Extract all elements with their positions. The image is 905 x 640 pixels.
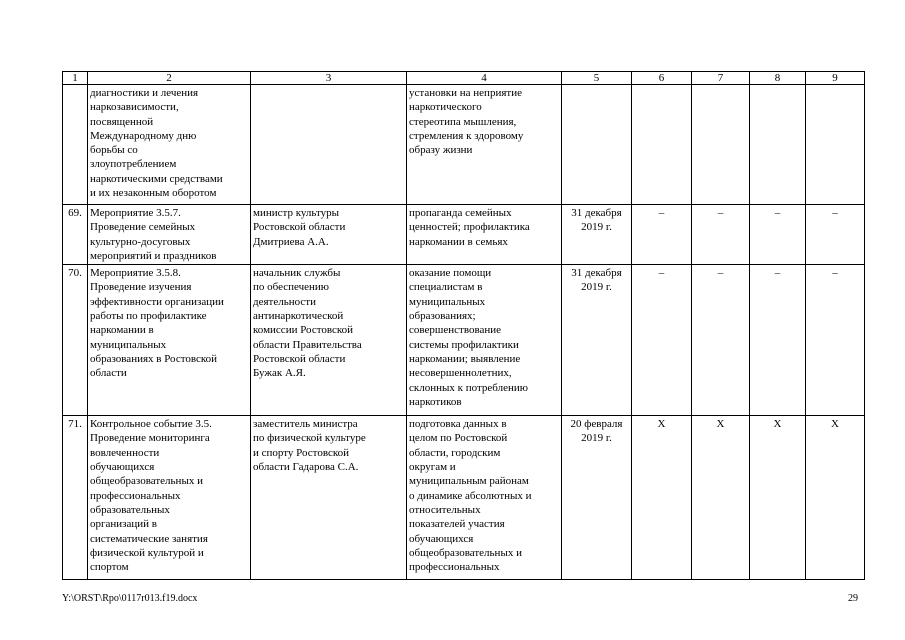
cell-line: несовершеннолетних, (409, 367, 512, 380)
cell-line: стереотипа мышления, (409, 115, 517, 128)
cell-line: вовлеченности (90, 446, 160, 459)
cell-line: посвященной (90, 115, 154, 128)
cell-line: области, городским (409, 446, 501, 459)
cell-line: обучающихся (409, 532, 474, 545)
header-cell: 2 (88, 72, 251, 85)
table-row (63, 205, 865, 265)
cell-line: наркозависимости, (90, 101, 179, 114)
cell-line: злоупотреблением (90, 158, 177, 171)
cell-line: муниципальным районам (409, 475, 529, 488)
responsible-cell (251, 85, 407, 205)
cell-line: Дмитриева А.А. (253, 235, 329, 248)
indicator-cell-7: – (692, 205, 750, 265)
cell-line: деятельности (253, 295, 316, 308)
header-cell: 7 (692, 72, 750, 85)
cell-line: пропаганда семейных (409, 207, 512, 219)
cell-line: борьбы со (90, 144, 138, 157)
table-row (63, 416, 865, 580)
indicator-cell-7: – (692, 265, 750, 416)
indicator-cell-7: Х (692, 416, 750, 580)
header-cell: 6 (632, 72, 692, 85)
indicator-cell-6: – (632, 205, 692, 265)
cell-line: общеобразовательных и (409, 546, 522, 559)
cell-line: спортом (90, 561, 129, 574)
cell-line: области (90, 367, 127, 380)
indicator-cell-6: – (632, 265, 692, 416)
cell-line: Проведение изучения (90, 281, 192, 294)
cell-line: наркомании в (90, 324, 154, 337)
indicator-cell-8: – (750, 265, 806, 416)
responsible-cell (251, 416, 407, 580)
cell-line: о динамике абсолютных и (409, 489, 532, 502)
cell-line: по физической культуре (253, 432, 366, 445)
cell-line: Бужак А.Я. (253, 367, 306, 380)
cell-line: профессиональных (409, 561, 500, 574)
cell-line: начальник службы (253, 267, 341, 280)
result-cell (407, 265, 562, 416)
cell-line: ценностей; профилактика (409, 221, 530, 234)
cell-line: 20 февраля (570, 418, 623, 431)
result-cell (407, 85, 562, 205)
cell-line: комиссии Ростовской (253, 324, 354, 337)
footer-page-number: 29 (848, 593, 858, 604)
header-cell: 1 (63, 72, 88, 85)
cell-line: и спорту Ростовской (253, 446, 350, 459)
cell-line: наркотическими средствами (90, 172, 223, 185)
cell-line: эффективности организации (90, 295, 224, 308)
indicator-cell-8: Х (750, 416, 806, 580)
row-number-cell: 70. (63, 265, 88, 416)
activity-cell (88, 205, 251, 265)
deadline-cell (562, 265, 632, 416)
cell-line: наркомании; выявление (409, 352, 521, 365)
cell-line: подготовка данных в (409, 418, 507, 431)
indicator-cell-7 (692, 85, 750, 205)
cell-line: 2019 г. (581, 281, 612, 294)
table-row (63, 85, 865, 205)
cell-line: антинаркотической (253, 310, 344, 323)
indicator-cell-8: – (750, 205, 806, 265)
cell-line: заместитель министра (253, 418, 358, 431)
table-row (63, 265, 865, 416)
indicator-cell-9: – (806, 265, 865, 416)
cell-line: наркомании в семьях (409, 235, 508, 248)
cell-line: диагностики и лечения (90, 87, 199, 99)
cell-line: наркотического (409, 101, 482, 114)
row-number-cell: 69. (63, 205, 88, 265)
activity-cell (88, 85, 251, 205)
deadline-cell (562, 416, 632, 580)
cell-line: целом по Ростовской (409, 432, 508, 445)
cell-line: 2019 г. (581, 221, 612, 234)
cell-line: наркотиков (409, 395, 462, 408)
cell-line: 31 декабря (571, 207, 622, 219)
cell-line: Проведение семейных (90, 221, 196, 234)
cell-line: совершенствование (409, 324, 502, 337)
row-number-cell (63, 85, 88, 205)
cell-line: работы по профилактике (90, 310, 207, 323)
cell-line: специалистам в (409, 281, 483, 294)
header-row (63, 72, 865, 85)
cell-line: по обеспечению (253, 281, 330, 294)
cell-line: системы профилактики (409, 338, 519, 351)
cell-line: общеобразовательных и (90, 475, 203, 488)
cell-line: Проведение мониторинга (90, 432, 210, 445)
indicator-cell-9: Х (806, 416, 865, 580)
responsible-cell (251, 205, 407, 265)
cell-line: и их незаконным оборотом (90, 187, 217, 200)
cell-line: оказание помощи (409, 267, 492, 280)
cell-line: округам и (409, 461, 456, 474)
cell-line: склонных к потреблению (409, 381, 528, 394)
header-cell: 3 (251, 72, 407, 85)
cell-line: физической культурой и (90, 546, 204, 559)
indicator-cell-6 (632, 85, 692, 205)
cell-line: Международному дню (90, 129, 197, 142)
cell-line: Ростовской области (253, 221, 346, 234)
cell-line: образованиях в Ростовской (90, 352, 218, 365)
responsible-cell (251, 265, 407, 416)
header-cell: 4 (407, 72, 562, 85)
cell-line: организаций в (90, 518, 157, 531)
cell-line: образу жизни (409, 144, 473, 157)
plan-table (62, 71, 865, 580)
cell-line: области Правительства (253, 338, 362, 351)
cell-line: систематические занятия (90, 532, 208, 545)
cell-line: области Гадарова С.А. (253, 461, 359, 474)
cell-line: муниципальных (90, 338, 167, 351)
row-number-cell: 71. (63, 416, 88, 580)
cell-line: стремления к здоровому (409, 129, 524, 142)
cell-line: показателей участия (409, 518, 505, 531)
cell-line: муниципальных (409, 295, 486, 308)
cell-line: 2019 г. (581, 432, 612, 445)
cell-line: министр культуры (253, 207, 340, 219)
indicator-cell-8 (750, 85, 806, 205)
cell-line: установки на неприятие (409, 87, 522, 99)
result-cell (407, 416, 562, 580)
cell-line: относительных (409, 503, 481, 516)
cell-line: Контрольное событие 3.5. (90, 418, 212, 431)
indicator-cell-6: Х (632, 416, 692, 580)
cell-line: профессиональных (90, 489, 181, 502)
activity-cell (88, 416, 251, 580)
indicator-cell-9 (806, 85, 865, 205)
cell-line: образованиях; (409, 310, 476, 323)
header-cell: 9 (806, 72, 865, 85)
footer-file-path: Y:\ORST\Rpo\0117r013.f19.docx (62, 593, 198, 604)
header-cell: 5 (562, 72, 632, 85)
header-cell: 8 (750, 72, 806, 85)
cell-line: обучающихся (90, 461, 155, 474)
activity-cell (88, 265, 251, 416)
cell-line: Ростовской области (253, 352, 346, 365)
indicator-cell-9: – (806, 205, 865, 265)
cell-line: образовательных (90, 503, 170, 516)
deadline-cell (562, 205, 632, 265)
cell-line: Мероприятие 3.5.8. (90, 267, 181, 280)
result-cell (407, 205, 562, 265)
cell-line: 31 декабря (571, 267, 622, 280)
cell-line: мероприятий и праздников (90, 249, 217, 262)
deadline-cell (562, 85, 632, 205)
cell-line: культурно-досуговых (90, 235, 191, 248)
cell-line: Мероприятие 3.5.7. (90, 207, 181, 219)
